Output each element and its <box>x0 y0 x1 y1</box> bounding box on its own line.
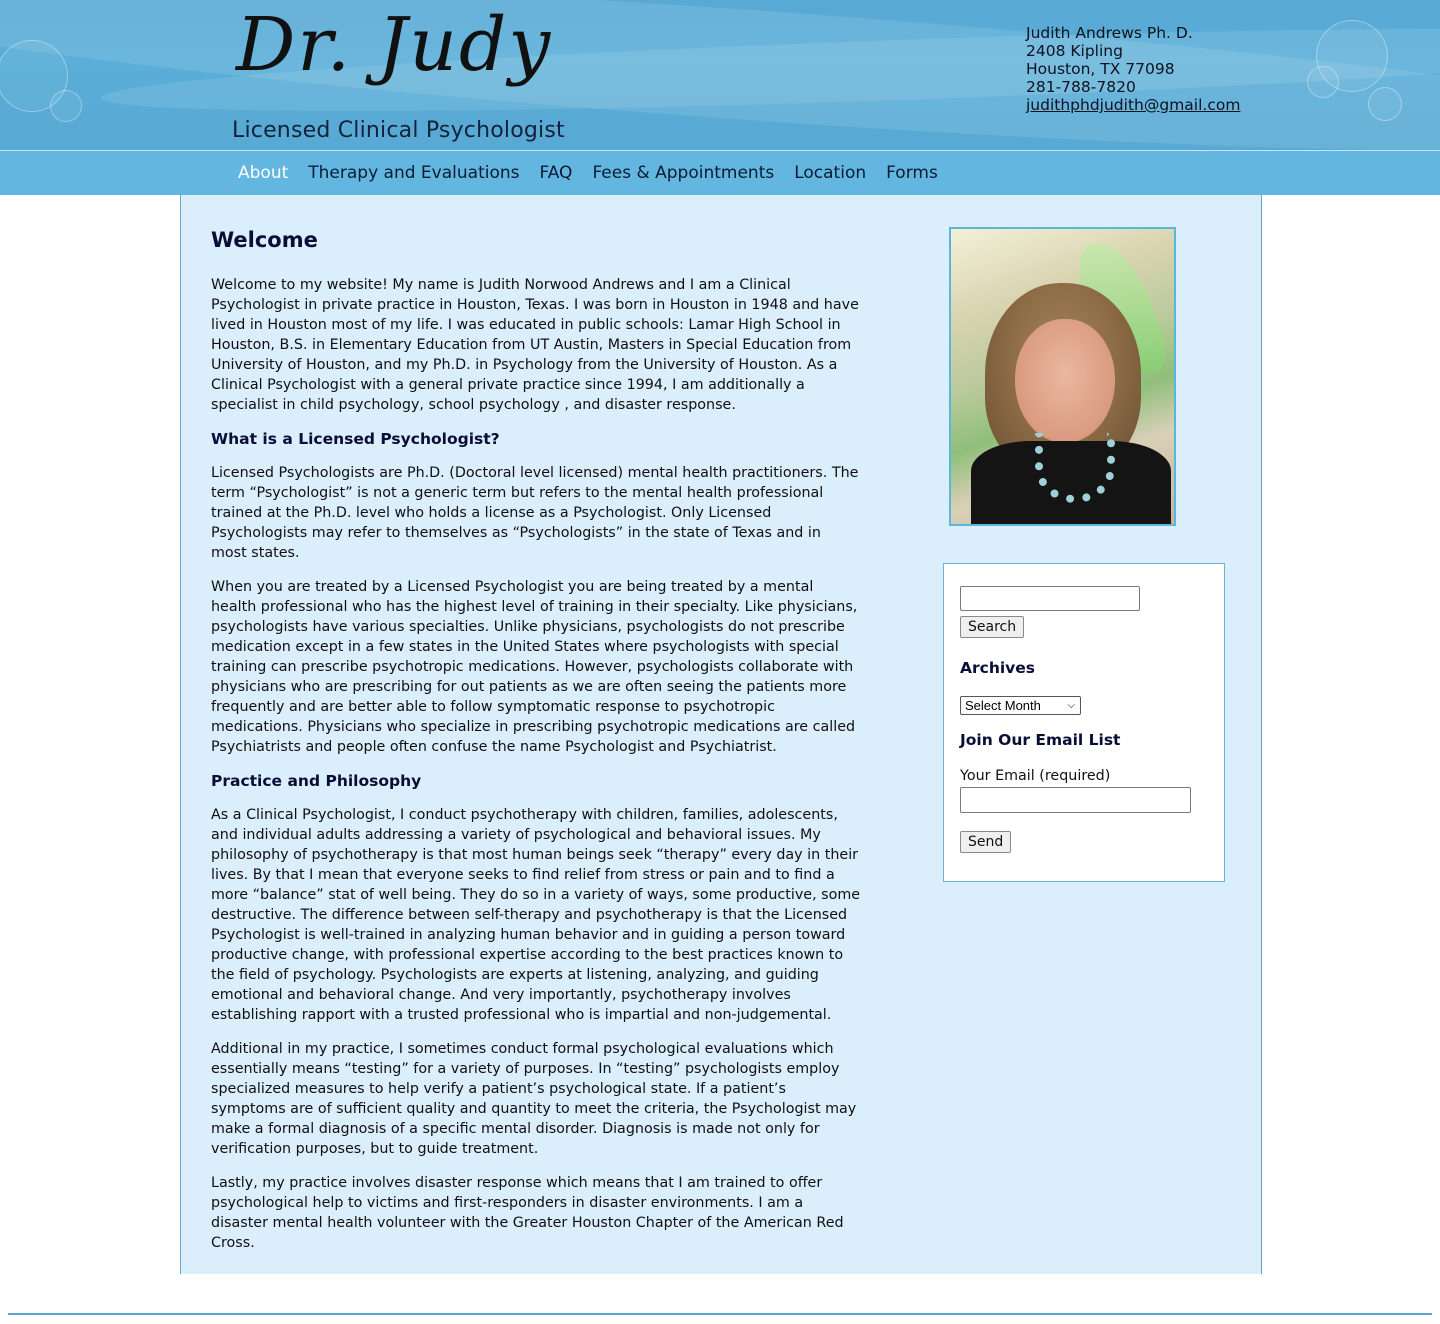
bubble-decoration <box>50 90 82 122</box>
paragraph: As a Clinical Psychologist, I conduct psychotherapy with children, families, adolescents, and individual adults addressing a variety of psychological and behavioral issues. My philosophy of psychotherapy is that most human beings seek “therapy” every day in their lives. By that I mean that everyone seeks to find relief from stress or pain and to find a more “balance” stat of well being. They do so in a variety of ways, some productive, some destructive. The difference between self-therapy and psychotherapy is that the Licensed Psychologist is well-trained in analyzing human behavior and in guiding a person toward productive change, with professional expertise according to the best practices known to the field of psychology. Psychologists are experts at listening, analyzing, and guiding emotional and behavioral change. And very importantly, psychotherapy involves establishing rapport with a trusted professional who is impartial and non-judgemental. <box>211 807 861 1023</box>
section-heading-practice-philosophy: Practice and Philosophy <box>211 772 422 790</box>
email-field[interactable] <box>960 787 1191 813</box>
nav-item-location[interactable]: Location <box>794 163 867 183</box>
nav-item-faq[interactable]: FAQ <box>539 163 573 183</box>
nav-item-about[interactable]: About <box>238 163 289 183</box>
contact-phone: 281-788-7820 <box>1026 78 1136 96</box>
paragraph: Lastly, my practice involves disaster response which means that I am trained to offer psychological help to victims and first-responders in disaster environments. I am a disaster mental health volunteer with the Greater Houston Chapter of the American Red Cross. <box>211 1175 844 1251</box>
nav-item-therapy-and-evaluations[interactable]: Therapy and Evaluations <box>308 163 520 183</box>
paragraph: Additional in my practice, I sometimes conduct formal psychological evaluations which essentially means “testing” for a variety of purposes. In “testing” psychologists employ specialized measures to help verify a patient’s psychological state. If a patient’s symptoms are of sufficient quality and quantity to meet the criteria, the Psychologist may make a formal diagnosis of a specific mental disorder. Diagnosis is made not only for verification purposes, but to guide treatment. <box>211 1041 857 1157</box>
contact-name: Judith Andrews Ph. D. <box>1026 24 1193 42</box>
paragraph: When you are treated by a Licensed Psychologist you are being treated by a mental health professional who has the highest level of training in their specialty. Like physicians, psychologists have various specialties. Unlike physicians, psychologists do not prescribe medication except in a few states in the United States where psychologists with special training can prescribe psychotropic medications. However, psychologists collaborate with physicians who are prescribing for out patients as we are often seeing the patients more frequently and are better able to follow symptomatic response to psychotropic medications. Physicians who specialize in prescribing psychotropic medications are called Psychiatrists and people often confuse the name Psychologist and Psychiatrist. <box>211 579 858 755</box>
chevron-down-icon: ⌵ <box>1067 700 1075 711</box>
bubble-decoration <box>1368 87 1402 121</box>
contact-street: 2408 Kipling <box>1026 42 1123 60</box>
page-content <box>211 227 861 1267</box>
contact-info <box>1026 24 1240 114</box>
bubble-decoration <box>1307 66 1339 98</box>
site-logo[interactable]: Dr. Judy <box>236 2 553 88</box>
profile-photo <box>949 227 1176 526</box>
paragraph: Licensed Psychologists are Ph.D. (Doctoral level licensed) mental health practitioners. The term “Psychologist” is not a generic term but refers to the mental health professional trained at the Ph.D. level who holds a license as a Psychologist. Only Licensed Psychologists may refer to themselves as “Psychologists” in the state of Texas and in most states. <box>211 465 859 561</box>
archives-heading: Archives <box>960 659 1036 677</box>
sidebar-widget <box>943 563 1225 882</box>
site-header <box>0 0 1440 150</box>
email-list-heading: Join Our Email List <box>960 731 1121 749</box>
main-container <box>180 195 1262 1274</box>
intro-paragraph: Welcome to my website! My name is Judith Norwood Andrews and I am a Clinical Psychologist in private practice in Houston, Texas. I was born in Houston in 1948 and have lived in Houston most of my life. I was educated in public schools: Lamar High School in Houston, B.S. in Elementary Education from UT Austin, Masters in Special Education from University of Houston, and my Ph.D. in Psychology from the University of Houston. As a Clinical Psychologist with a general private practice since 1994, I am additionally a specialist in child psychology, school psychology , and disaster response. <box>211 277 859 413</box>
archives-selected-value: Select Month <box>965 698 1041 713</box>
nav-item-forms[interactable]: Forms <box>886 163 938 183</box>
footer-divider <box>8 1313 1432 1315</box>
archives-month-select[interactable] <box>960 696 1081 715</box>
search-input[interactable] <box>960 586 1140 611</box>
main-nav <box>0 150 1440 195</box>
nav-item-fees-appointments[interactable]: Fees & Appointments <box>592 163 775 183</box>
page-title: Welcome <box>211 228 318 252</box>
contact-city: Houston, TX 77098 <box>1026 60 1175 78</box>
section-heading-licensed-psychologist: What is a Licensed Psychologist? <box>211 430 500 448</box>
search-button[interactable]: Search <box>960 616 1024 638</box>
site-tagline: Licensed Clinical Psychologist <box>232 118 565 143</box>
email-field-label: Your Email (required) <box>960 768 1111 784</box>
contact-email-link[interactable]: judithphdjudith@gmail.com <box>1026 96 1241 114</box>
send-button[interactable]: Send <box>960 831 1011 853</box>
